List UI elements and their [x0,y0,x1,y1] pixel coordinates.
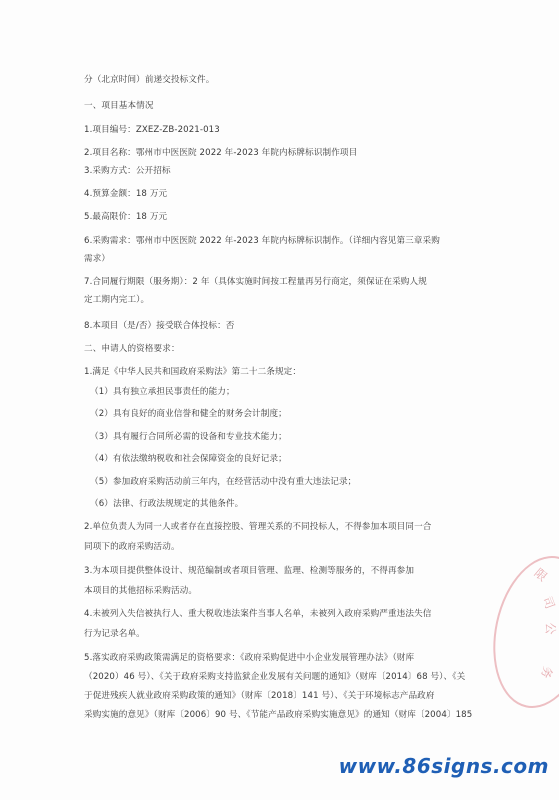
seal-char: 务 [538,664,555,680]
list-item: （5）参加政府采购活动前三年内，在经营活动中没有重大违法记录； [90,477,357,487]
text-line: 5.最高限价：18 万元 [84,212,168,222]
text-line: 2.单位负责人为同一人或者存在直接控股、管理关系的不同投标人，不得参加本项目同一合 [84,522,432,532]
text-line: 定工期内完工）。 [84,295,150,305]
list-item: （4）有依法缴纳税收和社会保障资金的良好记录； [90,454,287,464]
text-line: 分（北京时间）前递交投标文件。 [84,75,215,85]
list-item: （2）具有良好的商业信誉和健全的财务会计制度； [90,409,287,419]
text-line: 5.落实政府采购政策需满足的资格要求：《政府采购促进中小企业发展管理办法》（财库 [84,653,415,663]
text-line: 采购实施的意见》（财库〔2006〕90 号、《节能产品政府采购实施意见》的通知（财库〔2004〕185 [84,710,473,720]
seal-char: 司 [539,594,558,611]
text-line: 于促进残疾人就业政府采购政策的通知》（财库〔2018〕141 号）、《关于环境标志产品政府 [84,691,435,701]
list-item: （1）具有独立承担民事责任的能力； [90,387,235,397]
text-line: 行为记录名单。 [84,629,145,639]
text-line: 本项目的其他招标采购活动。 [84,586,198,596]
text-line: 7.合同履行期限（服务期）：2 年（具体实施时间按工程量再另行商定，须保证在采购人规 [84,277,427,287]
seal-char: 限 [531,565,550,585]
section-heading: 一、项目基本情况 [84,101,154,111]
section-heading: 二、申请人的资格要求： [84,344,180,354]
text-line: 1.满足《中华人民共和国政府采购法》第二十二条规定： [84,367,302,377]
text-line: 8.本项目（是/否）接受联合体投标：否 [84,321,235,331]
text-line: 3.为本项目提供整体设计、规范编制或者项目管理、监理、检测等服务的，不得再参加 [84,566,415,576]
text-line: 3.采购方式：公开招标 [84,166,171,176]
list-item: （3）具有履行合同所必需的设备和专业技术能力； [90,432,287,442]
text-line: 6.采购需求：鄂州市中医医院 2022 年-2023 年院内标牌标识制作。（详细内容见第三章采购 [84,236,440,246]
text-line: 4.预算金额：18 万元 [84,189,168,199]
website-watermark: www.86signs.com [338,754,549,778]
text-line: 同项下的政府采购活动。 [84,542,180,552]
text-line: 2.项目名称：鄂州市中医医院 2022 年-2023 年院内标牌标识制作项目 [84,148,358,158]
text-line: 1.项目编号：ZXEZ-ZB-2021-013 [84,125,220,135]
list-item: （6）法律、行政法规规定的其他条件。 [90,499,244,509]
text-line: 需求） [84,254,111,264]
text-line: （2020）46 号）、《关于政府采购支持监狱企业发展有关问题的通知》（财库〔2014〕68 号）、《关 [84,672,466,682]
text-line: 4.未被列入失信被执行人、重大税收违法案件当事人名单，未被列入政府采购严重违法失信 [84,609,432,619]
seal-char: 公 [543,622,558,635]
